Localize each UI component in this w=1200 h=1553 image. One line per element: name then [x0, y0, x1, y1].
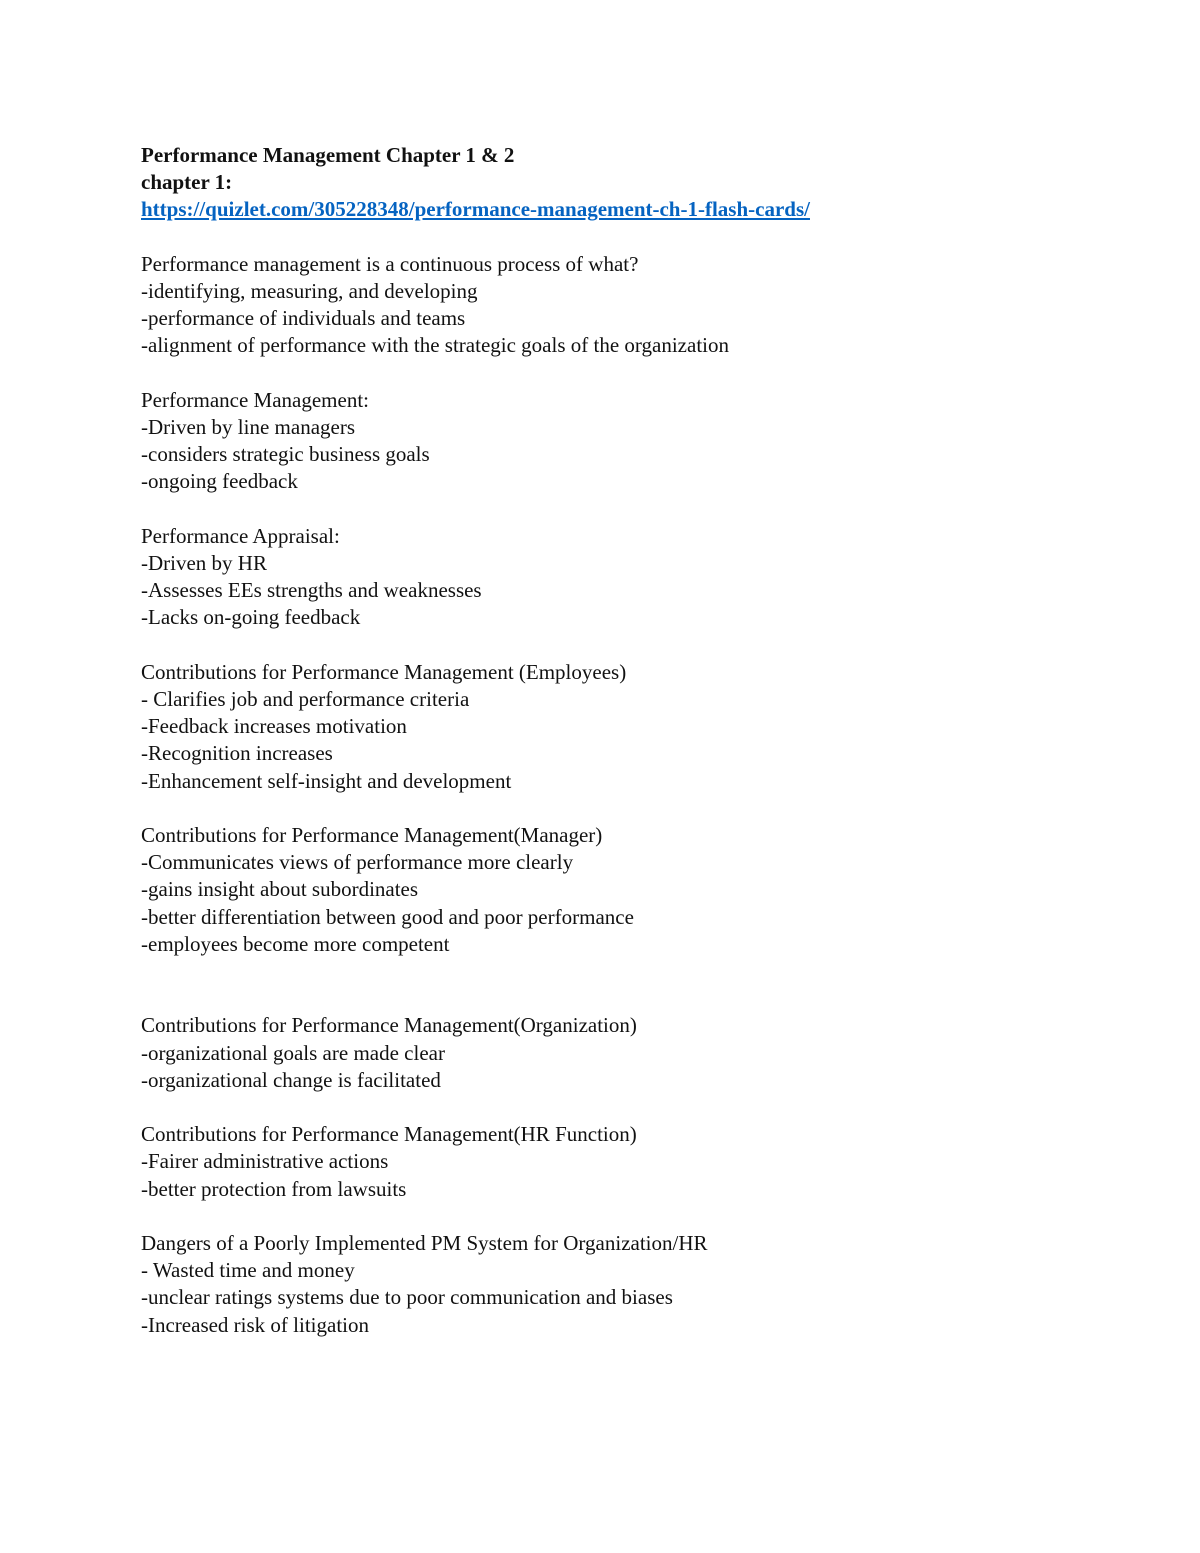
section-contributions-employees: [141, 659, 1101, 795]
section-heading: Performance Management:: [141, 387, 369, 412]
list-item: -Driven by HR: [141, 551, 267, 575]
list-item: -Communicates views of performance more clearly: [141, 850, 574, 875]
list-item: -alignment of performance with the strategic goals of the organization: [141, 333, 729, 358]
section-heading: Contributions for Performance Management(Manager): [141, 823, 603, 847]
section-continuous-process: [141, 251, 1101, 360]
list-item: -employees become more competent: [141, 931, 450, 956]
list-item: - Wasted time and money: [141, 1258, 355, 1283]
document-body: [141, 142, 1101, 1339]
section-dangers-pm-system: [141, 1230, 1101, 1339]
list-item: -Assesses EEs strengths and weaknesses: [141, 578, 482, 603]
list-item: -organizational goals are made clear: [141, 1040, 445, 1065]
section-performance-appraisal: [141, 523, 1101, 632]
list-item: -Recognition increases: [141, 741, 333, 766]
section-contributions-manager: [141, 822, 1101, 958]
section-contributions-organization: [141, 1012, 1101, 1094]
section-heading: Performance management is a continuous process of what?: [141, 251, 639, 276]
list-item: -performance of individuals and teams: [141, 306, 466, 331]
section-performance-management: [141, 387, 1101, 496]
list-item: -considers strategic business goals: [141, 442, 430, 467]
list-item: -organizational change is facilitated: [141, 1067, 441, 1092]
list-item: - Clarifies job and performance criteria: [141, 687, 470, 711]
list-item: -better differentiation between good and poor performance: [141, 904, 634, 929]
list-item: -Fairer administrative actions: [141, 1149, 389, 1174]
list-item: -unclear ratings systems due to poor communication and biases: [141, 1285, 673, 1310]
list-item: -Lacks on-going feedback: [141, 605, 361, 630]
section-heading: Contributions for Performance Management (Employees): [141, 659, 627, 684]
section-contributions-hr-function: [141, 1121, 1101, 1203]
list-item: -Feedback increases motivation: [141, 714, 407, 739]
quizlet-link[interactable]: https://quizlet.com/305228348/performance-management-ch-1-flash-cards/: [141, 197, 810, 222]
section-heading: Dangers of a Poorly Implemented PM System for Organization/HR: [141, 1231, 708, 1255]
list-item: -ongoing feedback: [141, 469, 298, 494]
section-heading: Contributions for Performance Management(Organization): [141, 1013, 637, 1038]
list-item: -Increased risk of litigation: [141, 1312, 370, 1337]
section-heading: Contributions for Performance Management(HR Function): [141, 1122, 637, 1147]
list-item: -identifying, measuring, and developing: [141, 279, 478, 303]
chapter-heading: chapter 1:: [141, 170, 233, 195]
list-item: -Enhancement self-insight and development: [141, 768, 512, 793]
list-item: -gains insight about subordinates: [141, 877, 419, 902]
document-title: Performance Management Chapter 1 & 2: [141, 143, 515, 167]
section-heading: Performance Appraisal:: [141, 523, 340, 548]
list-item: -Driven by line managers: [141, 415, 356, 439]
list-item: -better protection from lawsuits: [141, 1176, 407, 1201]
